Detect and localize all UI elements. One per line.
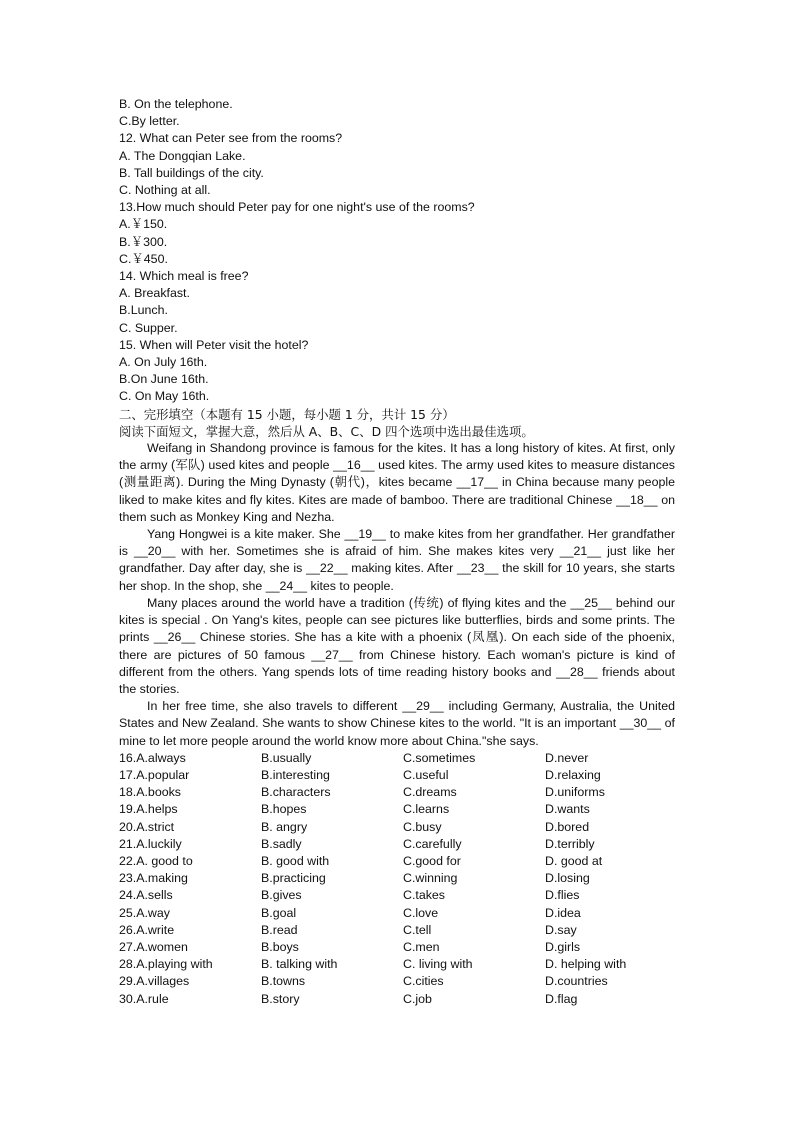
option-cell: D. good at [545,853,603,868]
section-instruction: 阅读下面短文，掌握大意，然后从 A、B、C、D 四个选项中选出最佳选项。 [119,423,534,439]
option-cell: D.girls [545,939,581,954]
option-cell: B.characters [261,785,331,800]
option-row [119,819,675,836]
option-cell: 22.A. good to [119,853,193,868]
option-cell: B.gives [261,888,302,903]
option-row [119,973,675,990]
option-cell: C.useful [403,767,449,782]
option-line: C. Supper. [119,320,178,335]
option-cell: D.idea [545,905,581,920]
option-row [119,750,675,767]
option-cell: 20.A.strict [119,819,175,834]
option-row [119,887,675,904]
option-cell: D.say [545,922,577,937]
option-row [119,939,675,956]
option-cell: B.story [261,991,300,1006]
option-cell: B.towns [261,974,306,989]
option-cell: D.wants [545,802,590,817]
option-cell: C.good for [403,853,461,868]
option-cell: 19.A.helps [119,802,178,817]
option-cell: B.boys [261,939,299,954]
option-cell: D.uniforms [545,785,605,800]
option-cell: D.never [545,750,589,765]
previous-questions [119,96,675,406]
option-cell: B.practicing [261,871,326,886]
option-cell: B.sadly [261,836,302,851]
option-cell: C.tell [403,922,432,937]
option-cell: B.usually [261,750,312,765]
option-cell: D.flag [545,991,578,1006]
option-cell: C.job [403,991,432,1006]
option-line: B.On June 16th. [119,372,209,387]
option-row [119,767,675,784]
option-line: B.Lunch. [119,303,168,318]
option-cell: B. good with [261,853,330,868]
question-line: 15. When will Peter visit the hotel? [119,337,309,352]
option-cell: C.cities [403,974,444,989]
passage-paragraph: Yang Hongwei is a kite maker. She __19__ to make kites from her grandfather. Her grandfather is __20__ with her. Sometimes she is afraid of him. She makes kites very __21__ just like her grandfather. Day after day, she is __22__ making kites. After __23__ the skill for 10 years, she starts her shop. In the shop, she __24__ kites to people. [119,527,675,593]
option-row [119,905,675,922]
cloze-passage [119,440,675,750]
option-line: C. On May 16th. [119,389,210,404]
option-cell: 29.A.villages [119,974,190,989]
option-row [119,870,675,887]
option-cell: 17.A.popular [119,767,190,782]
option-line: C.￥450. [119,251,168,266]
option-cell: D.terribly [545,836,595,851]
option-line: A.￥150. [119,217,168,232]
option-row [119,991,675,1008]
option-cell: D.flies [545,888,580,903]
option-cell: 26.A.write [119,922,175,937]
option-cell: 21.A.luckily [119,836,182,851]
option-cell: B.goal [261,905,297,920]
option-line: B. On the telephone. [119,97,233,111]
option-line: C.By letter. [119,114,180,129]
option-line: A. The Dongqian Lake. [119,148,246,163]
option-cell: 18.A.books [119,785,181,800]
option-row [119,784,675,801]
option-cell: C.learns [403,802,450,817]
option-cell: C.sometimes [403,750,476,765]
option-cell: D.bored [545,819,590,834]
option-cell: C.busy [403,819,442,834]
option-cell: 25.A.way [119,905,170,920]
option-cell: 30.A.rule [119,991,169,1006]
option-cell: C.carefully [403,836,462,851]
option-row [119,922,675,939]
option-cell: C.men [403,939,440,954]
option-cell: C.winning [403,871,458,886]
options-table [119,750,675,1008]
option-row [119,801,675,818]
option-cell: B. angry [261,819,308,834]
option-cell: 16.A.always [119,750,186,765]
option-cell: C.love [403,905,439,920]
section-title: 二、完形填空（本题有 15 小题，每小题 1 分，共计 15 分） [119,406,455,422]
option-line: C. Nothing at all. [119,183,211,198]
option-cell: 27.A.women [119,939,188,954]
option-cell: C. living with [403,957,473,972]
option-line: A. On July 16th. [119,355,208,370]
option-cell: C.dreams [403,785,457,800]
option-cell: D.relaxing [545,767,601,782]
option-cell: B.read [261,922,298,937]
option-cell: C.takes [403,888,446,903]
option-line: B. Tall buildings of the city. [119,165,264,180]
option-cell: 23.A.making [119,871,188,886]
option-line: A. Breakfast. [119,286,190,301]
passage-paragraph: Many places around the world have a tradition (传统) of flying kites and the __25__ behind our kites is special . On Yang's kites, people can see pictures like butterflies, birds and some prints. The prints __26__ Chinese stories. She has a kite with a phoenix (凤凰). On each side of the phoenix, there are pictures of 50 famous __27__ from Chinese history. Each woman's picture is kind of different from the others. Yang spends lots of time reading history books and __28__ friends about the stories. [119,595,675,696]
option-cell: D. helping with [545,957,627,972]
option-row [119,836,675,853]
question-line: 12. What can Peter see from the rooms? [119,131,343,146]
option-cell: 24.A.sells [119,888,173,903]
passage-paragraph: Weifang in Shandong province is famous for the kites. It has a long history of kites. At first, only the army (军队) used kites and people __16__ used kites. The army used kites to measure distances (测量距离). During the Ming Dynasty (朝代)，kites became __17__ in China because many people liked to make kites and fly kites. Kites are made of bamboo. There are traditional Chinese __18__ on them such as Monkey King and Nezha. [119,441,675,524]
option-cell: B. talking with [261,957,338,972]
question-line: 14. Which meal is free? [119,269,249,284]
option-cell: 28.A.playing with [119,957,213,972]
option-row [119,853,675,870]
option-cell: B.interesting [261,767,330,782]
passage-paragraph: In her free time, she also travels to different __29__ including Germany, Australia, the United States and New Zealand. She wants to show Chinese kites to the world. "It is an important __30__ of mine to let more people around the world know more about China."she says. [119,699,675,748]
option-cell: D.countries [545,974,608,989]
option-cell: B.hopes [261,802,307,817]
option-row [119,956,675,973]
option-cell: D.losing [545,871,590,886]
document-page [119,96,675,1008]
option-line: B.￥300. [119,234,168,249]
question-line: 13.How much should Peter pay for one night's use of the rooms? [119,200,475,215]
